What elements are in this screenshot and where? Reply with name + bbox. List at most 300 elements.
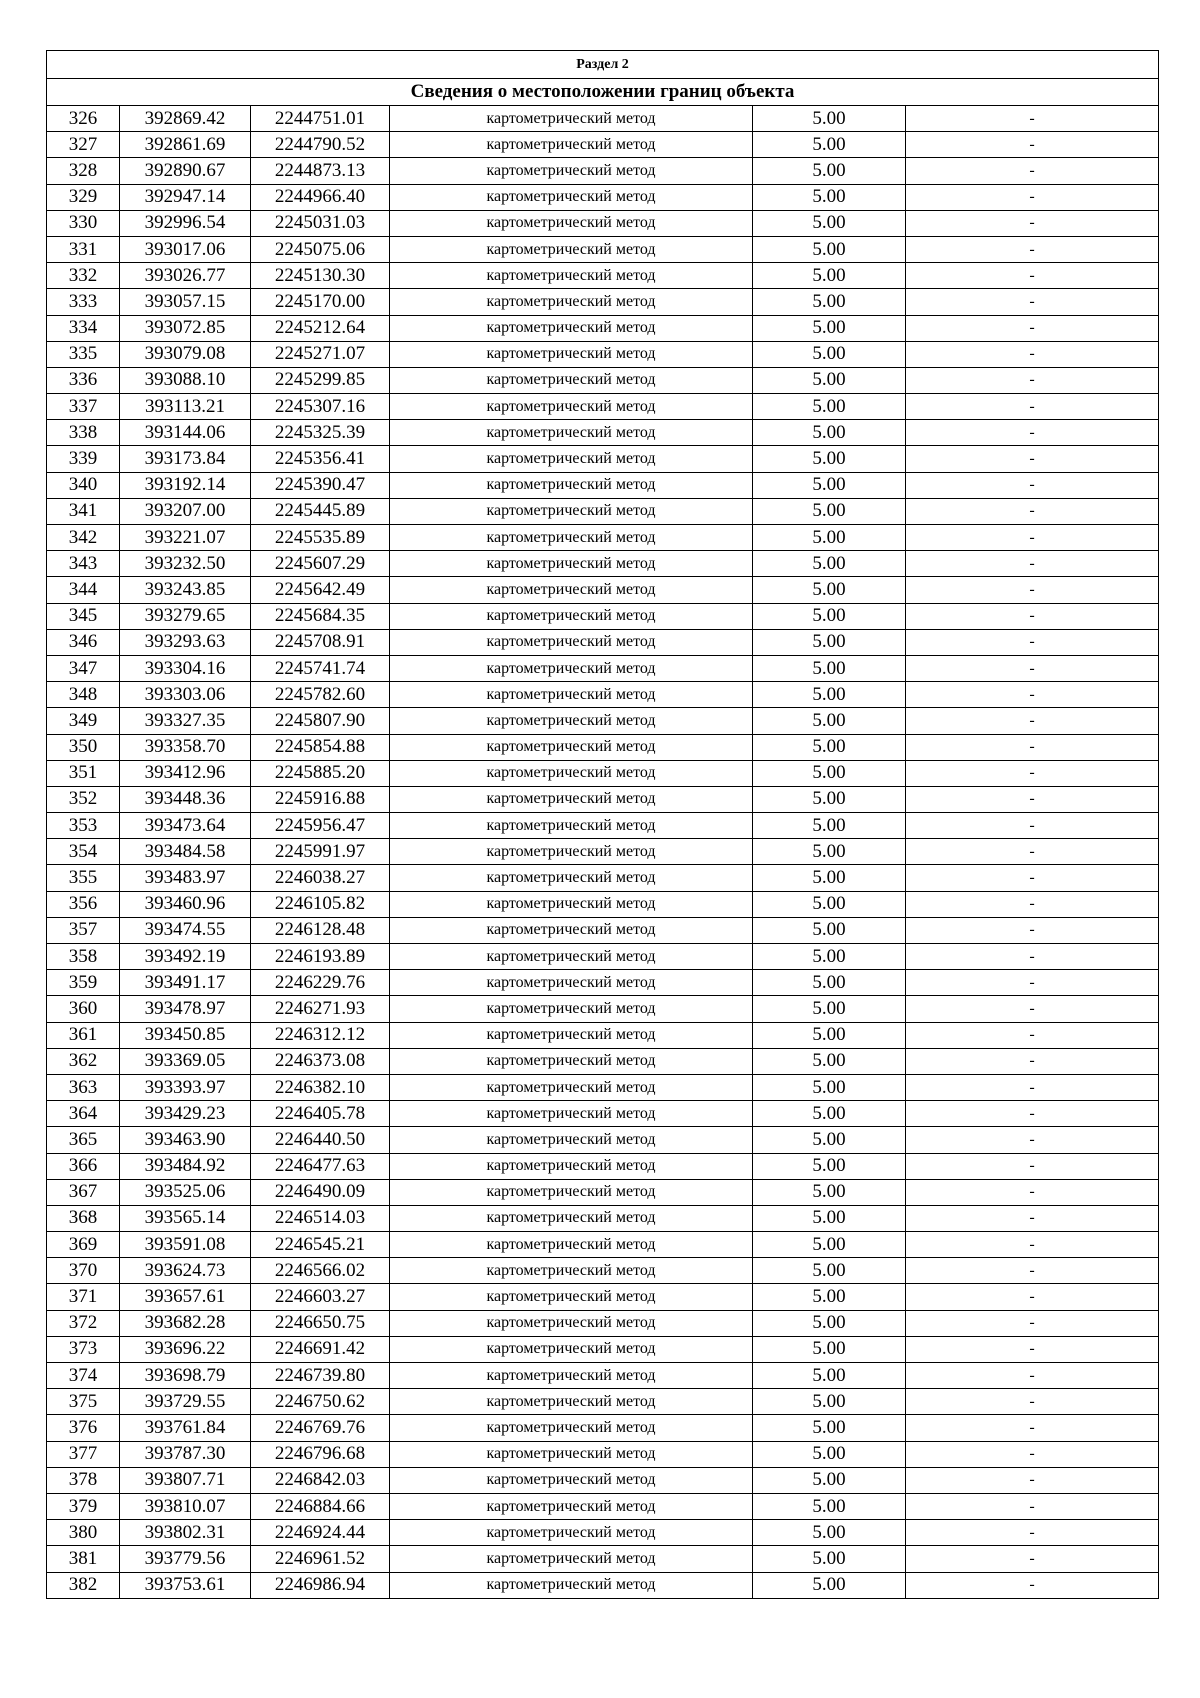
x-coordinate-cell: 393525.06: [120, 1179, 251, 1205]
x-coordinate-cell: 393802.31: [120, 1520, 251, 1546]
characteristic-cell: -: [906, 1493, 1159, 1519]
point-number-cell: 341: [47, 498, 120, 524]
point-number-cell: 362: [47, 1048, 120, 1074]
accuracy-cell: 5.00: [753, 865, 906, 891]
table-row: [47, 970, 1159, 996]
accuracy-cell: 5.00: [753, 184, 906, 210]
method-cell: картометрический метод: [390, 577, 753, 603]
method-cell: картометрический метод: [390, 315, 753, 341]
accuracy-cell: 5.00: [753, 786, 906, 812]
y-coordinate-cell: 2245607.29: [251, 551, 390, 577]
characteristic-cell: -: [906, 1415, 1159, 1441]
y-coordinate-cell: 2246884.66: [251, 1493, 390, 1519]
y-coordinate-cell: 2246924.44: [251, 1520, 390, 1546]
accuracy-cell: 5.00: [753, 498, 906, 524]
accuracy-cell: 5.00: [753, 106, 906, 132]
accuracy-cell: 5.00: [753, 1363, 906, 1389]
point-number-cell: 328: [47, 158, 120, 184]
x-coordinate-cell: 393657.61: [120, 1284, 251, 1310]
characteristic-cell: -: [906, 970, 1159, 996]
characteristic-cell: -: [906, 1258, 1159, 1284]
y-coordinate-cell: 2246105.82: [251, 891, 390, 917]
characteristic-cell: -: [906, 1205, 1159, 1231]
characteristic-cell: -: [906, 629, 1159, 655]
accuracy-cell: 5.00: [753, 158, 906, 184]
table-row: [47, 1232, 1159, 1258]
method-cell: картометрический метод: [390, 970, 753, 996]
y-coordinate-cell: 2245445.89: [251, 498, 390, 524]
accuracy-cell: 5.00: [753, 132, 906, 158]
accuracy-cell: 5.00: [753, 1389, 906, 1415]
characteristic-cell: -: [906, 760, 1159, 786]
point-number-cell: 349: [47, 708, 120, 734]
characteristic-cell: -: [906, 734, 1159, 760]
characteristic-cell: -: [906, 367, 1159, 393]
point-number-cell: 357: [47, 917, 120, 943]
y-coordinate-cell: 2244790.52: [251, 132, 390, 158]
method-cell: картометрический метод: [390, 210, 753, 236]
x-coordinate-cell: 392947.14: [120, 184, 251, 210]
method-cell: картометрический метод: [390, 525, 753, 551]
method-cell: картометрический метод: [390, 263, 753, 289]
table-row: [47, 236, 1159, 262]
table-row: [47, 1101, 1159, 1127]
method-cell: картометрический метод: [390, 1022, 753, 1048]
y-coordinate-cell: 2245307.16: [251, 394, 390, 420]
x-coordinate-cell: 392869.42: [120, 106, 251, 132]
point-number-cell: 363: [47, 1074, 120, 1100]
y-coordinate-cell: 2246986.94: [251, 1572, 390, 1598]
point-number-cell: 368: [47, 1205, 120, 1231]
method-cell: картометрический метод: [390, 1467, 753, 1493]
y-coordinate-cell: 2245212.64: [251, 315, 390, 341]
method-cell: картометрический метод: [390, 132, 753, 158]
point-number-cell: 360: [47, 996, 120, 1022]
y-coordinate-cell: 2246739.80: [251, 1363, 390, 1389]
table-row: [47, 708, 1159, 734]
point-number-cell: 348: [47, 682, 120, 708]
table-row: [47, 210, 1159, 236]
x-coordinate-cell: 393484.92: [120, 1153, 251, 1179]
table-row: [47, 1022, 1159, 1048]
characteristic-cell: -: [906, 1048, 1159, 1074]
x-coordinate-cell: 393491.17: [120, 970, 251, 996]
x-coordinate-cell: 392861.69: [120, 132, 251, 158]
table-row: [47, 1153, 1159, 1179]
point-number-cell: 350: [47, 734, 120, 760]
table-row: [47, 498, 1159, 524]
point-number-cell: 332: [47, 263, 120, 289]
point-number-cell: 334: [47, 315, 120, 341]
table-row: [47, 1467, 1159, 1493]
characteristic-cell: -: [906, 1520, 1159, 1546]
y-coordinate-cell: 2246312.12: [251, 1022, 390, 1048]
characteristic-cell: -: [906, 1074, 1159, 1100]
method-cell: картометрический метод: [390, 1336, 753, 1362]
y-coordinate-cell: 2244751.01: [251, 106, 390, 132]
point-number-cell: 344: [47, 577, 120, 603]
y-coordinate-cell: 2246373.08: [251, 1048, 390, 1074]
accuracy-cell: 5.00: [753, 1467, 906, 1493]
point-number-cell: 327: [47, 132, 120, 158]
y-coordinate-cell: 2246603.27: [251, 1284, 390, 1310]
characteristic-cell: -: [906, 813, 1159, 839]
method-cell: картометрический метод: [390, 1127, 753, 1153]
point-number-cell: 339: [47, 446, 120, 472]
y-coordinate-cell: 2245782.60: [251, 682, 390, 708]
accuracy-cell: 5.00: [753, 420, 906, 446]
table-row: [47, 1074, 1159, 1100]
x-coordinate-cell: 393810.07: [120, 1493, 251, 1519]
x-coordinate-cell: 393591.08: [120, 1232, 251, 1258]
characteristic-cell: -: [906, 839, 1159, 865]
title-row: [47, 79, 1159, 106]
method-cell: картометрический метод: [390, 1546, 753, 1572]
x-coordinate-cell: 393483.97: [120, 865, 251, 891]
x-coordinate-cell: 393696.22: [120, 1336, 251, 1362]
accuracy-cell: 5.00: [753, 813, 906, 839]
document-page: [46, 50, 1158, 1599]
table-row: [47, 1493, 1159, 1519]
point-number-cell: 343: [47, 551, 120, 577]
y-coordinate-cell: 2244873.13: [251, 158, 390, 184]
accuracy-cell: 5.00: [753, 341, 906, 367]
characteristic-cell: -: [906, 603, 1159, 629]
method-cell: картометрический метод: [390, 1415, 753, 1441]
point-number-cell: 340: [47, 472, 120, 498]
characteristic-cell: -: [906, 394, 1159, 420]
y-coordinate-cell: 2245854.88: [251, 734, 390, 760]
x-coordinate-cell: 393807.71: [120, 1467, 251, 1493]
method-cell: картометрический метод: [390, 472, 753, 498]
point-number-cell: 361: [47, 1022, 120, 1048]
table-row: [47, 996, 1159, 1022]
x-coordinate-cell: 393484.58: [120, 839, 251, 865]
method-cell: картометрический метод: [390, 682, 753, 708]
point-number-cell: 330: [47, 210, 120, 236]
accuracy-cell: 5.00: [753, 603, 906, 629]
accuracy-cell: 5.00: [753, 551, 906, 577]
point-number-cell: 352: [47, 786, 120, 812]
point-number-cell: 356: [47, 891, 120, 917]
method-cell: картометрический метод: [390, 1153, 753, 1179]
x-coordinate-cell: 393729.55: [120, 1389, 251, 1415]
y-coordinate-cell: 2245299.85: [251, 367, 390, 393]
table-row: [47, 734, 1159, 760]
characteristic-cell: -: [906, 1232, 1159, 1258]
table-row: [47, 367, 1159, 393]
accuracy-cell: 5.00: [753, 1179, 906, 1205]
y-coordinate-cell: 2245642.49: [251, 577, 390, 603]
x-coordinate-cell: 393358.70: [120, 734, 251, 760]
section-label: Раздел 2: [47, 51, 1159, 79]
x-coordinate-cell: 393698.79: [120, 1363, 251, 1389]
method-cell: картометрический метод: [390, 1310, 753, 1336]
characteristic-cell: -: [906, 786, 1159, 812]
table-row: [47, 813, 1159, 839]
characteristic-cell: -: [906, 525, 1159, 551]
table-row: [47, 865, 1159, 891]
characteristic-cell: -: [906, 1022, 1159, 1048]
x-coordinate-cell: 393279.65: [120, 603, 251, 629]
characteristic-cell: -: [906, 420, 1159, 446]
accuracy-cell: 5.00: [753, 1415, 906, 1441]
y-coordinate-cell: 2246769.76: [251, 1415, 390, 1441]
x-coordinate-cell: 393144.06: [120, 420, 251, 446]
method-cell: картометрический метод: [390, 629, 753, 655]
x-coordinate-cell: 393113.21: [120, 394, 251, 420]
table-row: [47, 786, 1159, 812]
y-coordinate-cell: 2246405.78: [251, 1101, 390, 1127]
x-coordinate-cell: 393303.06: [120, 682, 251, 708]
x-coordinate-cell: 393682.28: [120, 1310, 251, 1336]
method-cell: картометрический метод: [390, 786, 753, 812]
point-number-cell: 380: [47, 1520, 120, 1546]
method-cell: картометрический метод: [390, 394, 753, 420]
table-row: [47, 1520, 1159, 1546]
point-number-cell: 326: [47, 106, 120, 132]
point-number-cell: 371: [47, 1284, 120, 1310]
y-coordinate-cell: 2246128.48: [251, 917, 390, 943]
x-coordinate-cell: 393753.61: [120, 1572, 251, 1598]
method-cell: картометрический метод: [390, 1074, 753, 1100]
x-coordinate-cell: 393017.06: [120, 236, 251, 262]
x-coordinate-cell: 393412.96: [120, 760, 251, 786]
accuracy-cell: 5.00: [753, 1205, 906, 1231]
x-coordinate-cell: 393393.97: [120, 1074, 251, 1100]
accuracy-cell: 5.00: [753, 1258, 906, 1284]
table-row: [47, 1415, 1159, 1441]
accuracy-cell: 5.00: [753, 996, 906, 1022]
accuracy-cell: 5.00: [753, 1520, 906, 1546]
table-row: [47, 760, 1159, 786]
table-row: [47, 629, 1159, 655]
table-row: [47, 1572, 1159, 1598]
method-cell: картометрический метод: [390, 184, 753, 210]
point-number-cell: 359: [47, 970, 120, 996]
accuracy-cell: 5.00: [753, 446, 906, 472]
characteristic-cell: -: [906, 1310, 1159, 1336]
x-coordinate-cell: 393492.19: [120, 944, 251, 970]
characteristic-cell: -: [906, 1546, 1159, 1572]
y-coordinate-cell: 2246796.68: [251, 1441, 390, 1467]
point-number-cell: 376: [47, 1415, 120, 1441]
characteristic-cell: -: [906, 472, 1159, 498]
y-coordinate-cell: 2245807.90: [251, 708, 390, 734]
point-number-cell: 336: [47, 367, 120, 393]
method-cell: картометрический метод: [390, 1179, 753, 1205]
characteristic-cell: -: [906, 1284, 1159, 1310]
table-row: [47, 315, 1159, 341]
y-coordinate-cell: 2245885.20: [251, 760, 390, 786]
point-number-cell: 365: [47, 1127, 120, 1153]
accuracy-cell: 5.00: [753, 1074, 906, 1100]
characteristic-cell: -: [906, 498, 1159, 524]
method-cell: картометрический метод: [390, 1101, 753, 1127]
table-row: [47, 341, 1159, 367]
accuracy-cell: 5.00: [753, 263, 906, 289]
y-coordinate-cell: 2245356.41: [251, 446, 390, 472]
accuracy-cell: 5.00: [753, 970, 906, 996]
x-coordinate-cell: 393448.36: [120, 786, 251, 812]
characteristic-cell: -: [906, 289, 1159, 315]
x-coordinate-cell: 393192.14: [120, 472, 251, 498]
accuracy-cell: 5.00: [753, 1101, 906, 1127]
point-number-cell: 381: [47, 1546, 120, 1572]
characteristic-cell: -: [906, 577, 1159, 603]
accuracy-cell: 5.00: [753, 1546, 906, 1572]
characteristic-cell: -: [906, 263, 1159, 289]
accuracy-cell: 5.00: [753, 682, 906, 708]
accuracy-cell: 5.00: [753, 472, 906, 498]
point-number-cell: 369: [47, 1232, 120, 1258]
method-cell: картометрический метод: [390, 1520, 753, 1546]
accuracy-cell: 5.00: [753, 577, 906, 603]
x-coordinate-cell: 393474.55: [120, 917, 251, 943]
method-cell: картометрический метод: [390, 865, 753, 891]
table-row: [47, 1546, 1159, 1572]
method-cell: картометрический метод: [390, 603, 753, 629]
method-cell: картометрический метод: [390, 1389, 753, 1415]
accuracy-cell: 5.00: [753, 839, 906, 865]
method-cell: картометрический метод: [390, 158, 753, 184]
characteristic-cell: -: [906, 446, 1159, 472]
point-number-cell: 342: [47, 525, 120, 551]
method-cell: картометрический метод: [390, 1572, 753, 1598]
table-row: [47, 394, 1159, 420]
method-cell: картометрический метод: [390, 367, 753, 393]
method-cell: картометрический метод: [390, 1493, 753, 1519]
y-coordinate-cell: 2246691.42: [251, 1336, 390, 1362]
method-cell: картометрический метод: [390, 1258, 753, 1284]
table-row: [47, 1127, 1159, 1153]
table-row: [47, 1284, 1159, 1310]
point-number-cell: 338: [47, 420, 120, 446]
characteristic-cell: -: [906, 865, 1159, 891]
table-row: [47, 263, 1159, 289]
x-coordinate-cell: 393463.90: [120, 1127, 251, 1153]
method-cell: картометрический метод: [390, 106, 753, 132]
x-coordinate-cell: 393565.14: [120, 1205, 251, 1231]
table-row: [47, 1336, 1159, 1362]
table-row: [47, 1258, 1159, 1284]
x-coordinate-cell: 392996.54: [120, 210, 251, 236]
table-row: [47, 682, 1159, 708]
table-row: [47, 1205, 1159, 1231]
y-coordinate-cell: 2245130.30: [251, 263, 390, 289]
characteristic-cell: -: [906, 210, 1159, 236]
x-coordinate-cell: 393243.85: [120, 577, 251, 603]
y-coordinate-cell: 2245741.74: [251, 655, 390, 681]
table-row: [47, 944, 1159, 970]
y-coordinate-cell: 2246490.09: [251, 1179, 390, 1205]
x-coordinate-cell: 393450.85: [120, 1022, 251, 1048]
x-coordinate-cell: 393787.30: [120, 1441, 251, 1467]
method-cell: картометрический метод: [390, 996, 753, 1022]
point-number-cell: 375: [47, 1389, 120, 1415]
x-coordinate-cell: 393429.23: [120, 1101, 251, 1127]
y-coordinate-cell: 2245684.35: [251, 603, 390, 629]
characteristic-cell: -: [906, 315, 1159, 341]
accuracy-cell: 5.00: [753, 1127, 906, 1153]
point-number-cell: 367: [47, 1179, 120, 1205]
y-coordinate-cell: 2245708.91: [251, 629, 390, 655]
accuracy-cell: 5.00: [753, 734, 906, 760]
x-coordinate-cell: 393478.97: [120, 996, 251, 1022]
x-coordinate-cell: 393304.16: [120, 655, 251, 681]
characteristic-cell: -: [906, 341, 1159, 367]
accuracy-cell: 5.00: [753, 210, 906, 236]
point-number-cell: 379: [47, 1493, 120, 1519]
characteristic-cell: -: [906, 1441, 1159, 1467]
point-number-cell: 345: [47, 603, 120, 629]
accuracy-cell: 5.00: [753, 1310, 906, 1336]
point-number-cell: 377: [47, 1441, 120, 1467]
x-coordinate-cell: 393088.10: [120, 367, 251, 393]
y-coordinate-cell: 2245170.00: [251, 289, 390, 315]
characteristic-cell: -: [906, 1363, 1159, 1389]
section-header-row: [47, 51, 1159, 79]
x-coordinate-cell: 393473.64: [120, 813, 251, 839]
point-number-cell: 331: [47, 236, 120, 262]
y-coordinate-cell: 2246038.27: [251, 865, 390, 891]
point-number-cell: 351: [47, 760, 120, 786]
table-row: [47, 420, 1159, 446]
characteristic-cell: -: [906, 655, 1159, 681]
x-coordinate-cell: 393221.07: [120, 525, 251, 551]
table-row: [47, 1441, 1159, 1467]
characteristic-cell: -: [906, 891, 1159, 917]
accuracy-cell: 5.00: [753, 1022, 906, 1048]
y-coordinate-cell: 2245916.88: [251, 786, 390, 812]
x-coordinate-cell: 392890.67: [120, 158, 251, 184]
accuracy-cell: 5.00: [753, 891, 906, 917]
x-coordinate-cell: 393072.85: [120, 315, 251, 341]
point-number-cell: 335: [47, 341, 120, 367]
method-cell: картометрический метод: [390, 498, 753, 524]
method-cell: картометрический метод: [390, 236, 753, 262]
characteristic-cell: -: [906, 708, 1159, 734]
y-coordinate-cell: 2246545.21: [251, 1232, 390, 1258]
point-number-cell: 354: [47, 839, 120, 865]
table-row: [47, 603, 1159, 629]
y-coordinate-cell: 2245535.89: [251, 525, 390, 551]
method-cell: картометрический метод: [390, 1363, 753, 1389]
accuracy-cell: 5.00: [753, 760, 906, 786]
accuracy-cell: 5.00: [753, 394, 906, 420]
y-coordinate-cell: 2245956.47: [251, 813, 390, 839]
accuracy-cell: 5.00: [753, 525, 906, 551]
y-coordinate-cell: 2245031.03: [251, 210, 390, 236]
accuracy-cell: 5.00: [753, 1441, 906, 1467]
method-cell: картометрический метод: [390, 655, 753, 681]
table-row: [47, 472, 1159, 498]
x-coordinate-cell: 393232.50: [120, 551, 251, 577]
table-row: [47, 184, 1159, 210]
characteristic-cell: -: [906, 1153, 1159, 1179]
characteristic-cell: -: [906, 551, 1159, 577]
method-cell: картометрический метод: [390, 551, 753, 577]
method-cell: картометрический метод: [390, 708, 753, 734]
characteristic-cell: -: [906, 1101, 1159, 1127]
point-number-cell: 372: [47, 1310, 120, 1336]
accuracy-cell: 5.00: [753, 315, 906, 341]
y-coordinate-cell: 2246842.03: [251, 1467, 390, 1493]
characteristic-cell: -: [906, 682, 1159, 708]
method-cell: картометрический метод: [390, 891, 753, 917]
point-number-cell: 346: [47, 629, 120, 655]
x-coordinate-cell: 393761.84: [120, 1415, 251, 1441]
